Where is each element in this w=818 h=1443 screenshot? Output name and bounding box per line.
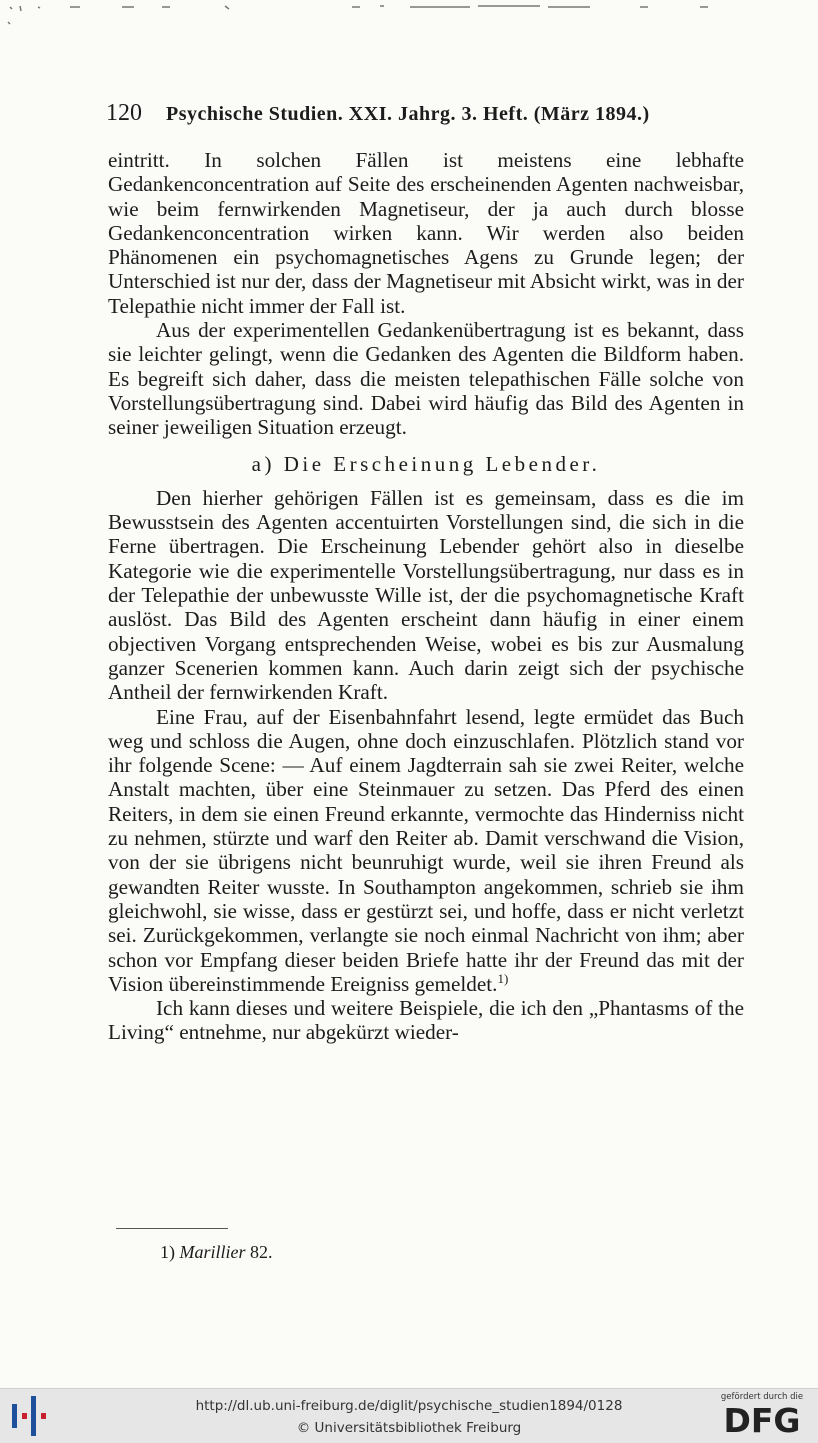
running-header [106,100,746,127]
scan-artifacts [0,0,818,30]
paragraph-3: Den hierher gehörigen Fällen ist es gemeinsam, dass es die im Bewusstsein des Agenten accentuirten Vorstellungen sind, die sich in die Ferne übertragen. Die Erscheinung Lebender gehört also in dieselbe Kategorie wie die experimentelle Vorstellungsübertragung, nur dass es in der Telepathie der unbewusste Wille ist, der die psychomagnetische Kraft auslöst. Das Bild des Agenten erscheint dann häufig in einer einem objectiven Vorgang entsprechenden Weise, wobei es bis zur Ausmalung ganzer Scenerien kommen kann. Auch darin zeigt sich der psychische Antheil der fernwirkenden Kraft. [108,485,744,705]
funder-caption: gefördert durch die [720,1392,804,1402]
paragraph-4 [108,705,744,997]
paragraph-2: Aus der experimentellen Gedankenübertragung ist es bekannt, dass sie leichter gelingt, wenn die Gedanken des Agenten die Bildform haben. Es begreift sich daher, dass die meisten telepathischen Fälle solche von Vorstellungsübertragung sind. Dabei wird häufig das Bild des Agenten in seiner jeweiligen Situation erzeugt. [108,318,744,440]
section-heading: a) Die Erscheinung Lebender. [251,451,601,476]
dfg-funder-block [714,1392,810,1440]
source-url-link[interactable]: http://dl.ub.uni-freiburg.de/diglit/psychische_studien1894/0128 [195,1398,623,1414]
body-text [108,148,744,1045]
copyright-notice: © Universitätsbibliothek Freiburg [296,1420,522,1436]
footnote [160,1242,273,1263]
page-number: 120 [106,100,142,126]
running-title: Psychische Studien. XXI. Jahrg. 3. Heft. (März 1894.) [166,103,650,125]
paragraph-1: eintritt. In solchen Fällen ist meistens eine lebhafte Gedankenconcentration auf Seite des erscheinenden Agenten nachweisbar, wie beim fernwirkenden Magnetiseur, der ja auch durch blosse Gedankenconcentration wirken kann. Wir werden also beiden Phänomenen ein psychomagnetisches Agens zu Grunde legen; der Unterschied ist nur der, dass der Magnetiseur mit Absicht wirkt, was in der Telepathie nicht immer der Fall ist. [108,148,744,318]
footnote-author: Marillier [179,1242,246,1262]
footer-bar [0,1388,818,1443]
paragraph-5: Ich kann dieses und weitere Beispiele, die ich den „Phantasms of the Living“ entnehme, nur abgekürzt wieder- [108,996,744,1045]
footnote-page: 82. [250,1242,273,1262]
svg-text:DFG: DFG [723,1403,801,1437]
footnote-separator [116,1228,228,1229]
dfg-logo-icon [714,1403,810,1437]
footnote-reference: 1) [497,970,509,986]
footnote-marker: 1) [160,1242,175,1262]
paragraph-4-text: Eine Frau, auf der Eisenbahnfahrt lesend, legte ermüdet das Buch weg und schloss die Augen, ohne doch einzuschlafen. Plötzlich stand vor ihr folgende Scene: — Auf einem Jagdterrain sah sie zwei Reiter, welche Anstalt machten, über eine Steinmauer zu setzen. Das Pferd des einen Reiters, in dem sie einen Freund erkannte, vermochte das Hinderniss nicht zu nehmen, stürzte und warf den Reiter ab. Damit verschwand die Vision, von der sie übrigens nicht beunruhigt wurde, weil sie ihren Freund als gewandten Reiter wusste. In Southampton angekommen, schrieb sie ihm gleichwohl, sie wisse, dass er gestürzt sei, und hoffe, dass er nicht verletzt sei. Zurückgekommen, verlangte sie noch einmal Nachricht von ihm; aber schon vor Empfang dieser beiden Briefe hatte ihr der Freund das mit der Vision übereinstimmende Ereigniss gemeldet. [108,704,744,996]
